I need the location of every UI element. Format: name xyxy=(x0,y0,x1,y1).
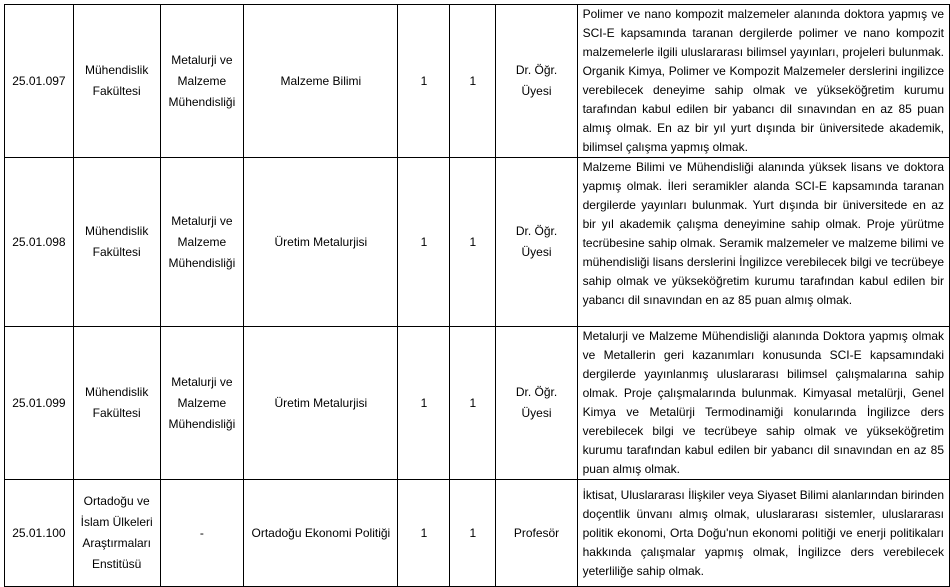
count-cell: 1 xyxy=(450,158,496,327)
position-code: 25.01.098 xyxy=(5,158,74,327)
department-cell: Metalurji ve Malzeme Mühendisliği xyxy=(160,158,244,327)
faculty-cell: Mühendislik Fakültesi xyxy=(73,158,160,327)
position-code: 25.01.097 xyxy=(5,5,74,158)
positions-table xyxy=(4,4,950,587)
faculty-cell: Ortadoğu ve İslam Ülkeleri Araştırmaları Enstitüsü xyxy=(73,480,160,587)
table-row xyxy=(5,327,950,480)
count-cell: 1 xyxy=(398,5,450,158)
requirements-cell: İktisat, Uluslararası İlişkiler veya Siyaset Bilimi alanlarından birinden doçentlik ünvanı almış olmak, uluslararası sistemler, uluslararası politik ekonomi, Orta Doğu'nun ekonomi politiği ve enerji politikaları hakkında çalışmalar yapmış olmak, İngilizce ders verebilecek yeterliliğe sahip olmak. xyxy=(577,480,949,587)
requirements-cell: Malzeme Bilimi ve Mühendisliği alanında yüksek lisans ve doktora yapmış olmak. İleri seramikler alanda SCI-E kapsamında taranan dergilerde yayınları bulunmak. Yurt dışında bir üniversitede en az bir yıl akademik çalışma deneyimine sahip olmak. Proje yürütme tecrübesine sahip olmak. Seramik malzemeler ve malzeme bilimi ve mühendisliği lisans derslerini İngilizce verebilecek bilgi ve tecrübeye sahip olmak ve yükseköğretim kurumu tarafından kabul edilen bir yabancı dil sınavından en az 85 puan almış olmak. xyxy=(577,158,949,327)
area-cell: Üretim Metalurjisi xyxy=(244,158,398,327)
department-cell: - xyxy=(160,480,244,587)
count-cell: 1 xyxy=(398,327,450,480)
area-cell: Ortadoğu Ekonomi Politiği xyxy=(244,480,398,587)
faculty-cell: Mühendislik Fakültesi xyxy=(73,5,160,158)
rank-cell: Dr. Öğr. Üyesi xyxy=(496,5,577,158)
area-cell: Malzeme Bilimi xyxy=(244,5,398,158)
position-code: 25.01.100 xyxy=(5,480,74,587)
position-code: 25.01.099 xyxy=(5,327,74,480)
count-cell: 1 xyxy=(450,5,496,158)
rank-cell: Dr. Öğr. Üyesi xyxy=(496,158,577,327)
count-cell: 1 xyxy=(398,158,450,327)
rank-cell: Profesör xyxy=(496,480,577,587)
count-cell: 1 xyxy=(450,480,496,587)
department-cell: Metalurji ve Malzeme Mühendisliği xyxy=(160,5,244,158)
area-cell: Üretim Metalurjisi xyxy=(244,327,398,480)
rank-cell: Dr. Öğr. Üyesi xyxy=(496,327,577,480)
count-cell: 1 xyxy=(398,480,450,587)
requirements-cell: Polimer ve nano kompozit malzemeler alanında doktora yapmış ve SCI-E kapsamında taranan dergilerde polimer ve nano kompozit malzemelerle ilgili uluslararası bilimsel yayınları, projeleri bulunmak. Organik Kimya, Polimer ve Kompozit Malzemeler derslerini ingilizce verebilecek deneyime sahip olmak ve yükseköğretim kurumu tarafından kabul edilen bir yabancı dil sınavından en az 85 puan almış olmak. En az bir yıl yurt dışında bir üniversitede akademik, bilimsel çalışma yapmış olmak. xyxy=(577,5,949,158)
faculty-cell: Mühendislik Fakültesi xyxy=(73,327,160,480)
table-row xyxy=(5,158,950,327)
table-row xyxy=(5,5,950,158)
count-cell: 1 xyxy=(450,327,496,480)
department-cell: Metalurji ve Malzeme Mühendisliği xyxy=(160,327,244,480)
requirements-cell: Metalurji ve Malzeme Mühendisliği alanında Doktora yapmış olmak ve Metallerin geri kazanımları konusunda SCI-E kapsamındaki dergilerde yayınlanmış uluslararası bilimsel çalışmalarına sahip olmak. Proje çalışmalarında bulunmak. Kimyasal metalürji, Genel Kimya ve Metalürji Termodinamiği konularında İngilizce ders verebilecek bilgi ve tecrübeye sahip olmak ve yükseköğretim kurumu tarafından kabul edilen bir yabancı dil sınavından en az 85 puan almış olmak. xyxy=(577,327,949,480)
table-row xyxy=(5,480,950,587)
